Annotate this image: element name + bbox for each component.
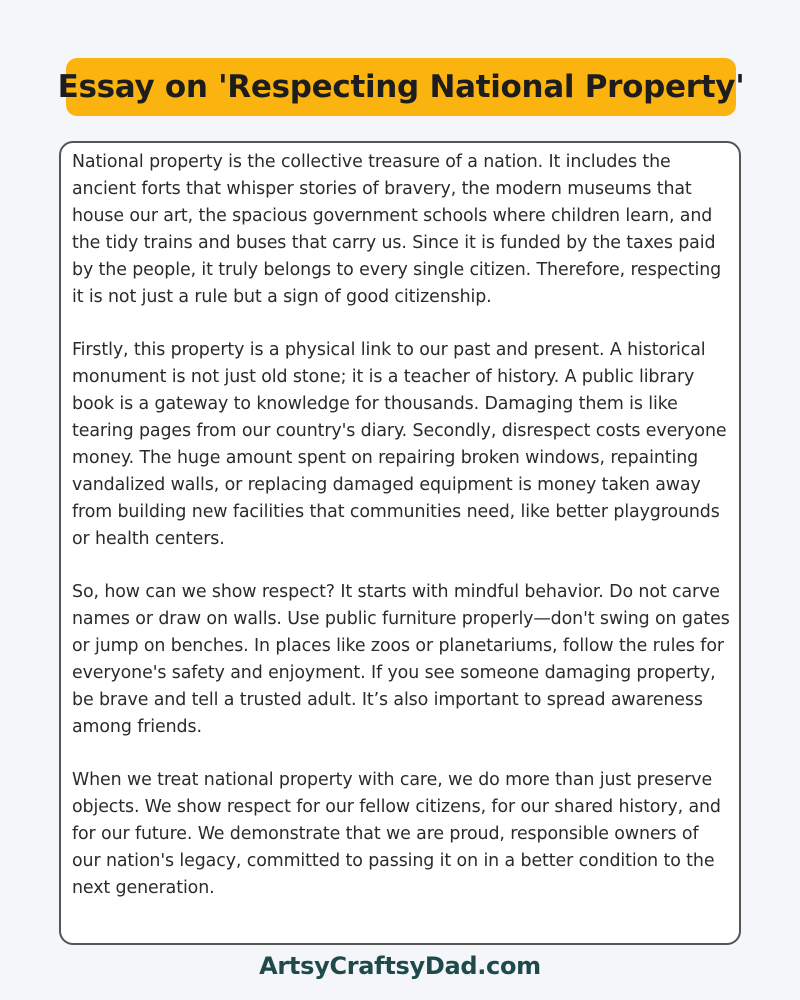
- essay-paragraph-3: So, how can we show respect? It starts with mindful behavior. Do not carve names or draw on walls. Use public furniture properly—don't swing on gates or jump on benches. In places like zoos or planetariums, follow the rules for everyone's safety and enjoyment. If you see someone damaging property, be brave and tell a trusted adult. It’s also important to spread awareness among friends.: [72, 582, 730, 737]
- essay-paragraph-1: National property is the collective treasure of a nation. It includes the ancient forts that whisper stories of bravery, the modern museums that house our art, the spacious government schools where children learn, and the tidy trains and buses that carry us. Since it is funded by the taxes paid by the people, it truly belongs to every single citizen. Therefore, respecting it is not just a rule but a sign of good citizenship.: [72, 152, 722, 307]
- title-banner: [57, 58, 745, 116]
- footer-brand: ArtsyCraftsyDad.com: [259, 952, 541, 980]
- page-title: Essay on 'Respecting National Property': [57, 69, 745, 105]
- essay-paragraph-2: Firstly, this property is a physical link to our past and present. A historical monument is not just old stone; it is a teacher of history. A public library book is a gateway to knowledge for thousands. Damaging them is like tearing pages from our country's diary. Secondly, disrespect costs everyone money. The huge amount spent on repairing broken windows, repainting vandalized walls, or replacing damaged equipment is money taken away from building new facilities that communities need, like better playgrounds or health centers.: [72, 340, 727, 549]
- essay-paragraph-4: When we treat national property with care, we do more than just preserve objects. We show respect for our fellow citizens, for our shared history, and for our future. We demonstrate that we are proud, responsible owners of our nation's legacy, committed to passing it on in a better condition to the next generation.: [72, 770, 721, 898]
- essay-card: [59, 141, 741, 945]
